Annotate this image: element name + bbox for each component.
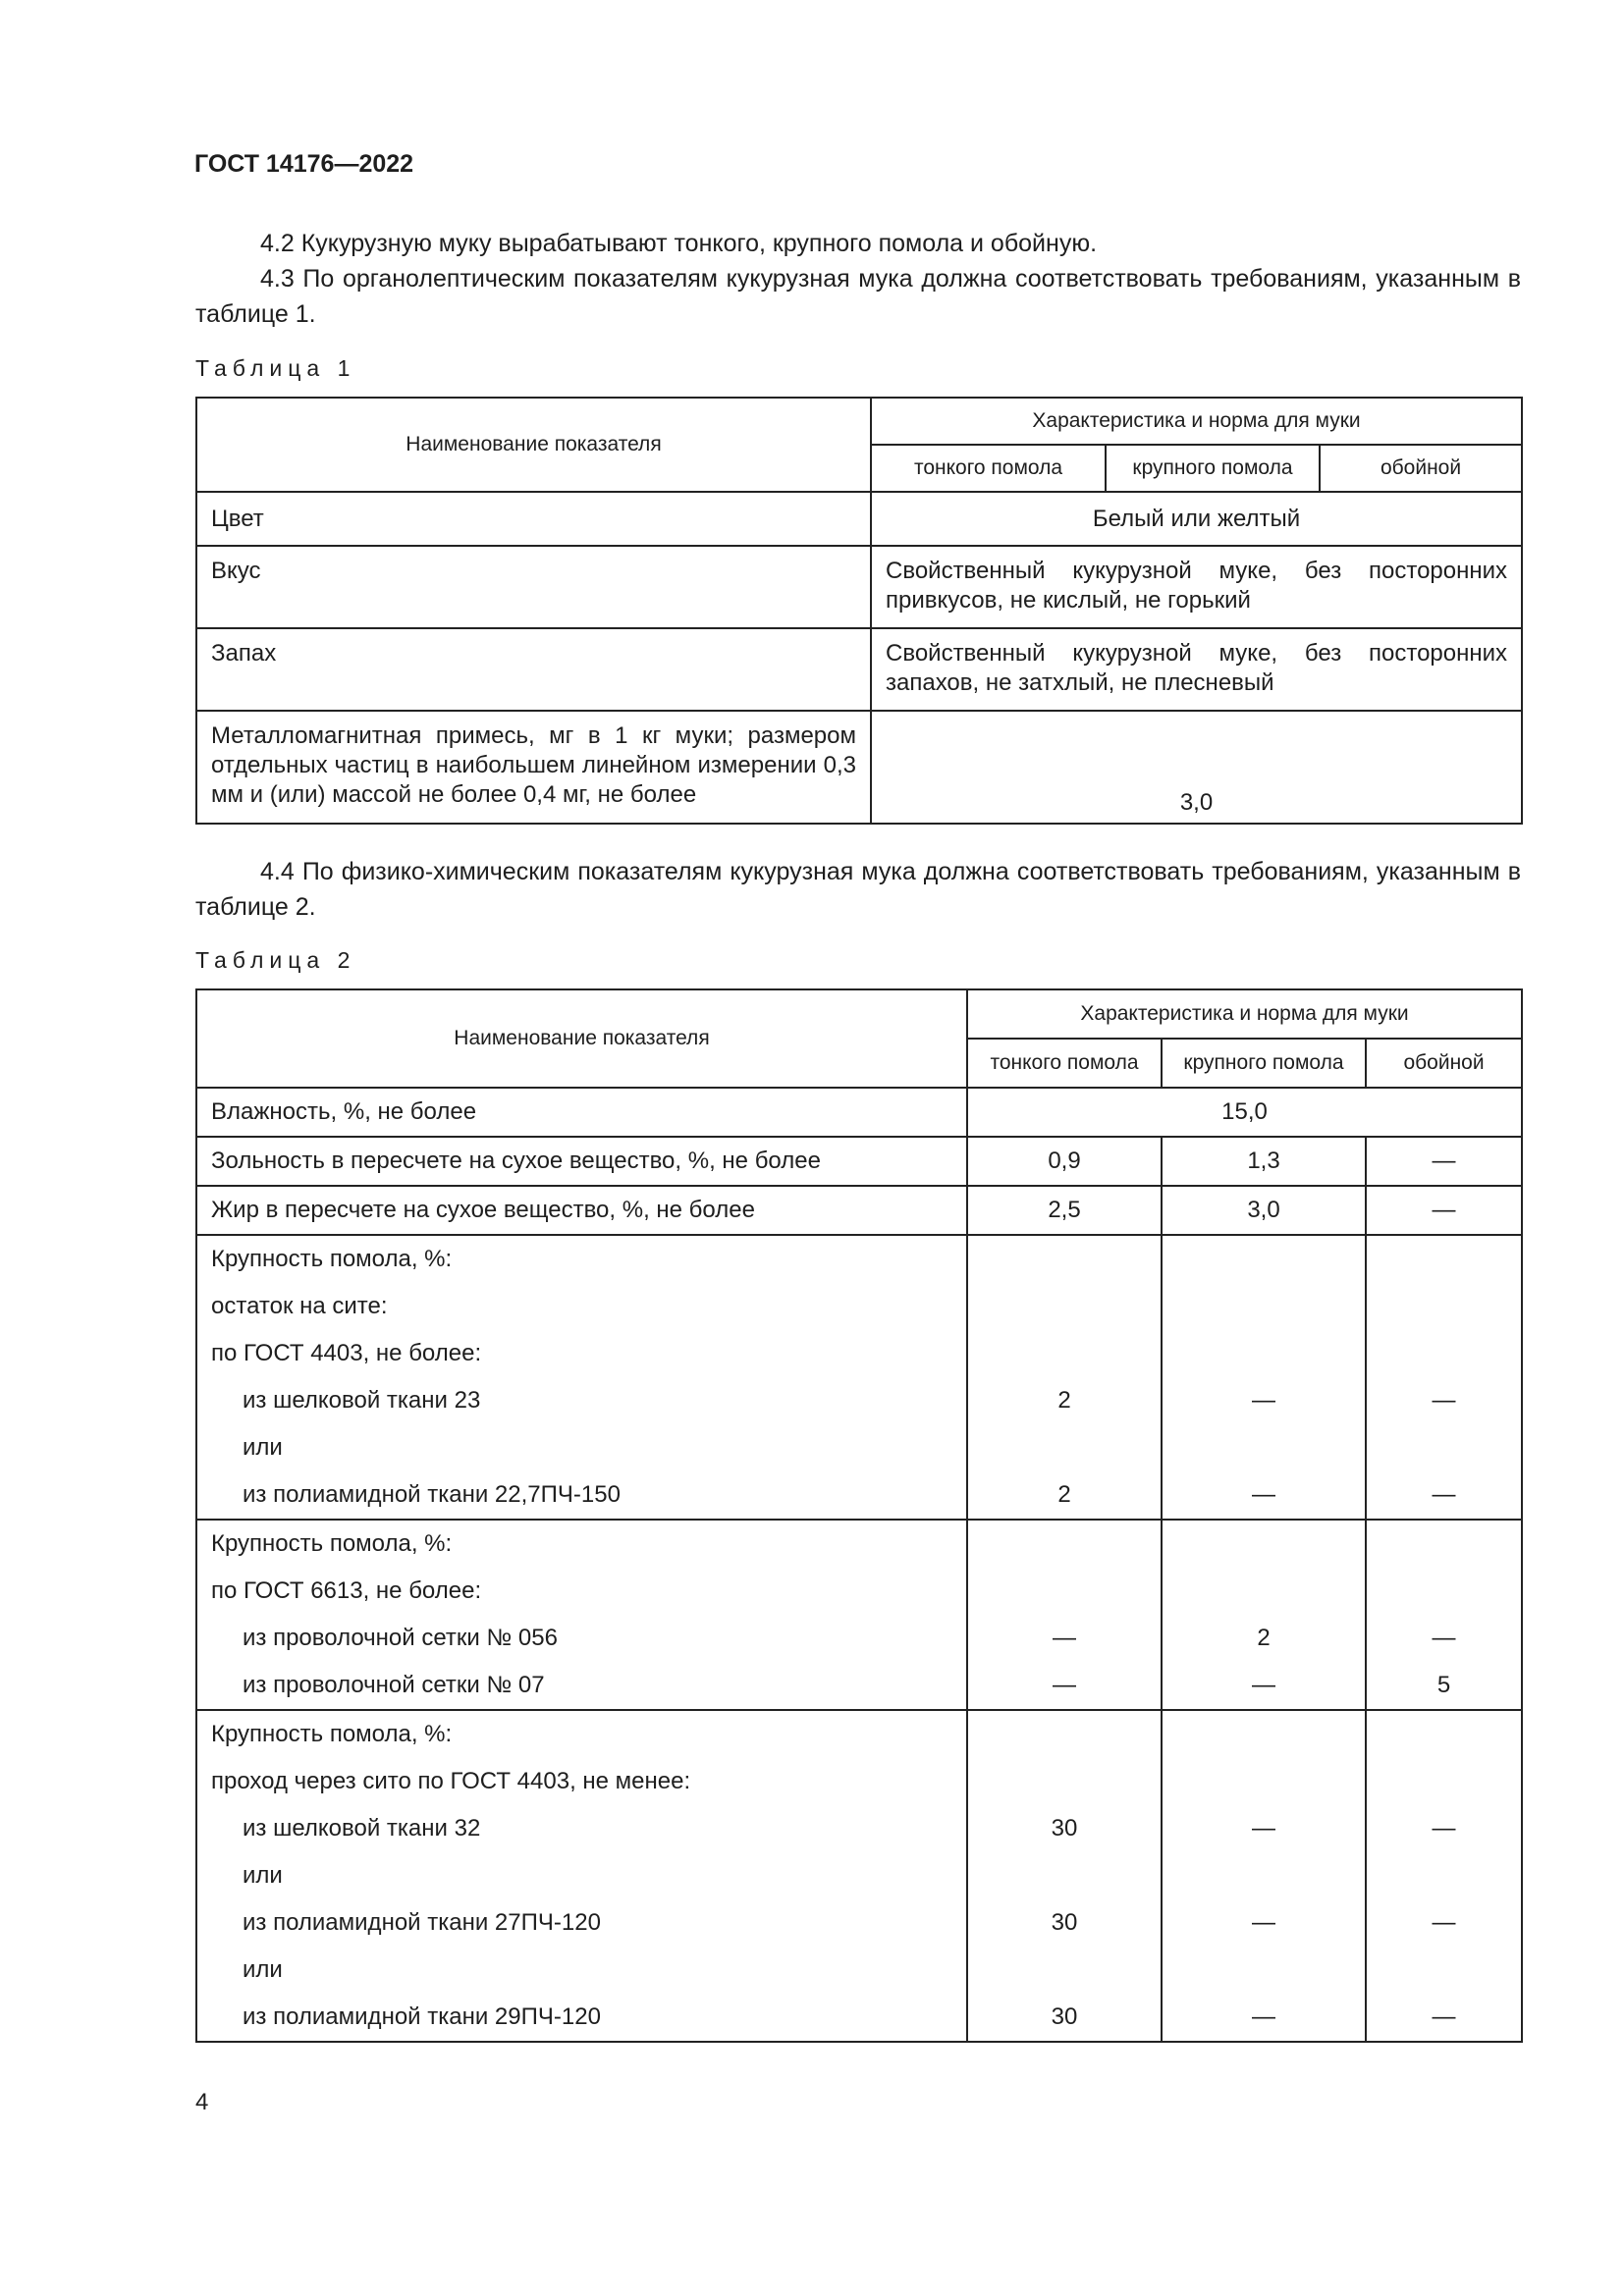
value-coarse: — [1162,1899,1366,1947]
value-fine [967,1283,1162,1330]
value-fine [967,1520,1162,1568]
value-wholemeal [1366,1283,1522,1330]
row-value: Белый или желтый [871,492,1522,546]
row-value: 3,0 [871,711,1522,824]
table-row [196,1805,1522,1852]
value-coarse: — [1162,1994,1366,2042]
value-coarse: — [1162,1805,1366,1852]
col-header-name: Наименование показателя [196,398,871,492]
value-fine: 2 [967,1377,1162,1424]
row-name: по ГОСТ 4403, не более: [196,1330,967,1377]
value-wholemeal: — [1366,1805,1522,1852]
value-coarse: — [1162,1377,1366,1424]
table-row [196,1852,1522,1899]
row-name: из шелковой ткани 32 [196,1805,967,1852]
value-coarse [1162,1235,1366,1283]
row-name: Запах [196,628,871,711]
value-fine: 2 [967,1471,1162,1520]
row-name: остаток на сите: [196,1283,967,1330]
paragraph-4-2: 4.2 Кукурузную муку вырабатывают тонкого, крупного помола и обойную. [260,230,1098,257]
page-number: 4 [195,2089,209,2115]
row-name: или [196,1947,967,1994]
value-fine [967,1330,1162,1377]
value-coarse: 1,3 [1162,1137,1366,1186]
col-header-wholemeal: обойной [1320,445,1522,492]
row-name: Влажность, %, не более [196,1088,967,1137]
value-coarse: — [1162,1471,1366,1520]
value-fine [967,1424,1162,1471]
table-row [196,1615,1522,1662]
value-fine: 30 [967,1899,1162,1947]
col-header-fine: тонкого помола [871,445,1106,492]
table-row [196,1377,1522,1424]
col-header-name: Наименование показателя [196,989,967,1088]
value-coarse [1162,1424,1366,1471]
paragraph-4-4: 4.4 По физико-химическим показателям кукурузная мука должна соответствовать требованиям, указанным в таблице 2. [195,858,1521,921]
row-name: по ГОСТ 6613, не более: [196,1568,967,1615]
table-row [196,1758,1522,1805]
row-name: из полиамидной ткани 22,7ПЧ-150 [196,1471,967,1520]
table-row [196,1899,1522,1947]
table-row [196,1471,1522,1520]
row-name: из полиамидной ткани 29ПЧ-120 [196,1994,967,2042]
value-fine [967,1568,1162,1615]
value-wholemeal: — [1366,1377,1522,1424]
value-wholemeal [1366,1947,1522,1994]
row-value: Свойственный кукурузной муке, без посторонних запахов, не затхлый, не плесневый [871,628,1522,711]
table-row [196,1662,1522,1710]
value-wholemeal: — [1366,1899,1522,1947]
document-header: ГОСТ 14176—2022 [194,150,414,178]
row-name: или [196,1852,967,1899]
value-fine: 0,9 [967,1137,1162,1186]
table-row [196,628,1522,711]
table-row [196,1424,1522,1471]
table-2 [195,988,1523,2043]
row-name: Крупность помола, %: [196,1710,967,1758]
value-coarse [1162,1758,1366,1805]
table-row [196,1186,1522,1235]
row-value: 15,0 [967,1088,1522,1137]
col-header-coarse: крупного помола [1162,1039,1366,1088]
row-name: Вкус [196,546,871,628]
table-row [196,1710,1522,1758]
value-coarse [1162,1852,1366,1899]
value-wholemeal [1366,1852,1522,1899]
row-name: Металломагнитная примесь, мг в 1 кг муки; размером отдельных частиц в наибольшем линейном измерении 0,3 мм и (или) массой не более 0,4 мг, не более [196,711,871,824]
value-coarse [1162,1947,1366,1994]
row-name: Зольность в пересчете на сухое вещество, %, не более [196,1137,967,1186]
value-wholemeal: — [1366,1186,1522,1235]
table-row [196,1947,1522,1994]
table-row [196,1568,1522,1615]
value-fine: 30 [967,1805,1162,1852]
row-name: из проволочной сетки № 07 [196,1662,967,1710]
value-wholemeal [1366,1330,1522,1377]
value-fine [967,1235,1162,1283]
table1-caption: Таблица 1 [195,355,356,381]
table-1 [195,397,1523,825]
value-coarse [1162,1710,1366,1758]
row-value: Свойственный кукурузной муке, без посторонних привкусов, не кислый, не горький [871,546,1522,628]
value-wholemeal: — [1366,1137,1522,1186]
table2-caption: Таблица 2 [195,947,356,973]
row-name: проход через сито по ГОСТ 4403, не менее: [196,1758,967,1805]
value-coarse [1162,1568,1366,1615]
value-coarse: 3,0 [1162,1186,1366,1235]
table-row [196,1520,1522,1568]
table-row [196,546,1522,628]
value-wholemeal [1366,1235,1522,1283]
row-name: Цвет [196,492,871,546]
value-fine [967,1758,1162,1805]
row-name: из шелковой ткани 23 [196,1377,967,1424]
value-wholemeal: 5 [1366,1662,1522,1710]
value-fine: — [967,1662,1162,1710]
table-row [196,1088,1522,1137]
value-fine [967,1852,1162,1899]
table-row [196,1994,1522,2042]
value-wholemeal [1366,1424,1522,1471]
value-coarse [1162,1283,1366,1330]
paragraph-4-3: 4.3 По органолептическим показателям кукурузная мука должна соответствовать требованиям, указанным в таблице 1. [195,265,1521,328]
value-coarse: — [1162,1662,1366,1710]
value-wholemeal [1366,1568,1522,1615]
row-name: или [196,1424,967,1471]
value-wholemeal [1366,1520,1522,1568]
value-fine: — [967,1615,1162,1662]
table-row [196,1330,1522,1377]
col-header-coarse: крупного помола [1106,445,1320,492]
row-name: Крупность помола, %: [196,1520,967,1568]
table-row [196,1137,1522,1186]
table-row [196,492,1522,546]
col-header-fine: тонкого помола [967,1039,1162,1088]
value-fine [967,1947,1162,1994]
table-row [196,1283,1522,1330]
col-header-group: Характеристика и норма для муки [967,989,1522,1039]
value-coarse [1162,1520,1366,1568]
row-name: из полиамидной ткани 27ПЧ-120 [196,1899,967,1947]
table-row [196,1235,1522,1283]
value-wholemeal [1366,1710,1522,1758]
value-coarse [1162,1330,1366,1377]
value-wholemeal: — [1366,1615,1522,1662]
value-wholemeal [1366,1758,1522,1805]
row-name: Жир в пересчете на сухое вещество, %, не более [196,1186,967,1235]
value-fine: 30 [967,1994,1162,2042]
value-fine: 2,5 [967,1186,1162,1235]
value-coarse: 2 [1162,1615,1366,1662]
value-fine [967,1710,1162,1758]
table-row [196,711,1522,824]
col-header-wholemeal: обойной [1366,1039,1522,1088]
col-header-group: Характеристика и норма для муки [871,398,1522,445]
value-wholemeal: — [1366,1994,1522,2042]
row-name: из проволочной сетки № 056 [196,1615,967,1662]
row-name: Крупность помола, %: [196,1235,967,1283]
value-wholemeal: — [1366,1471,1522,1520]
